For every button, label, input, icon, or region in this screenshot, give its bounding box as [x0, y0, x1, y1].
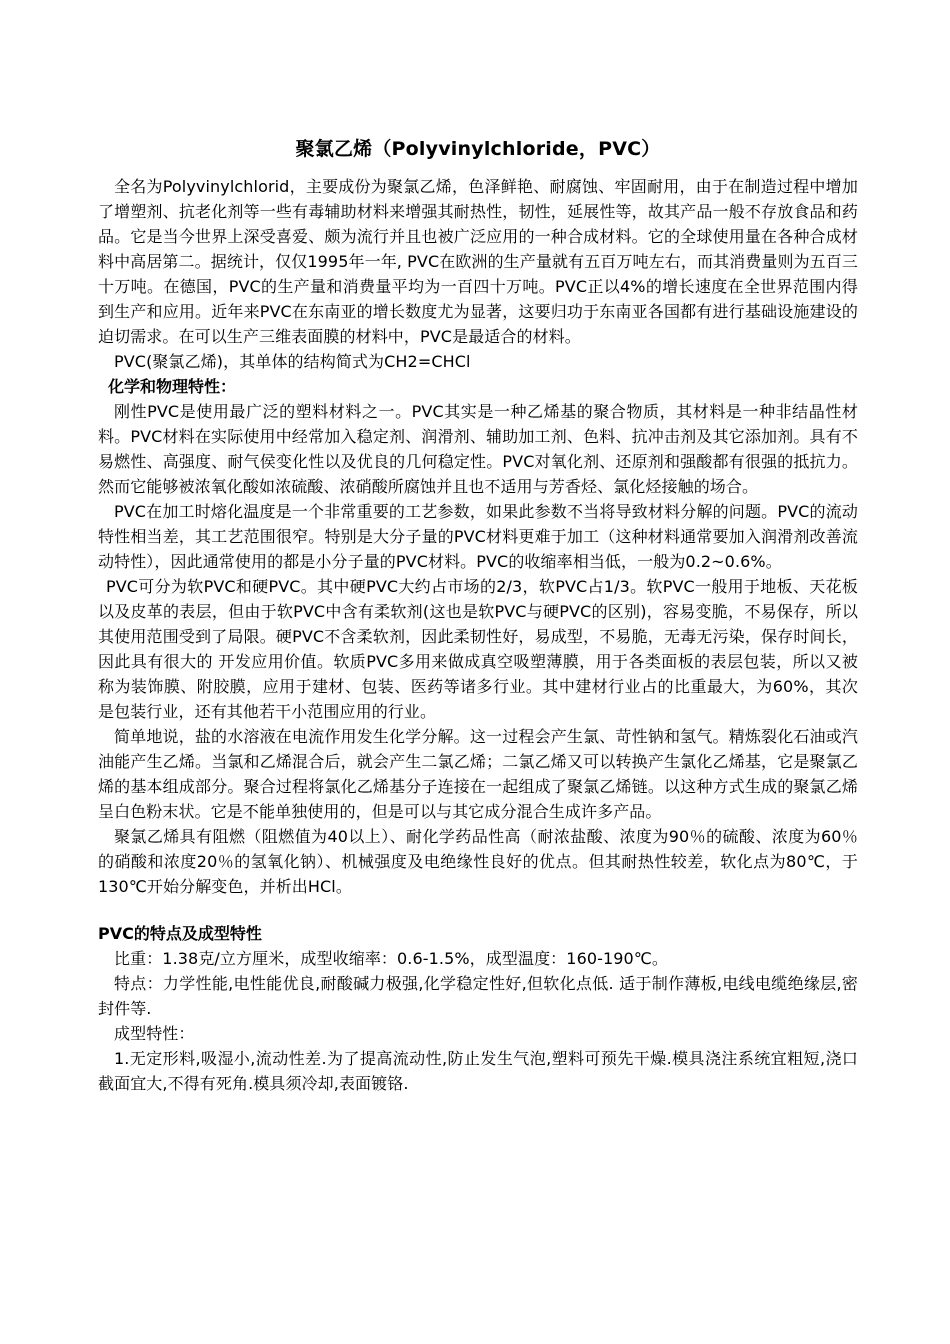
paragraph-specs: 比重：1.38克/立方厘米，成型收缩率：0.6-1.5%，成型温度：160-190℃。 [114, 949, 669, 968]
paragraph-processing: PVC在加工时熔化温度是一个非常重要的工艺参数，如果此参数不当将导致材料分解的问题。PVC的流动特性相当差，其工艺范围很窄。特别是大分子量的PVC材料更难于加工（这种材料通常要加入润滑剂改善流动特性），因此通常使用的都是小分子量的PVC材料。PVC的收缩率相当低，一般为0.2~0.6%。 [98, 502, 858, 571]
paragraph-formula: PVC(聚氯乙烯)，其单体的结构简式为CH2=CHCl [114, 352, 471, 371]
paragraph-soft-hard: PVC可分为软PVC和硬PVC。其中硬PVC大约占市场的2/3，软PVC占1/3。软PVC一般用于地板、天花板以及皮革的表层，但由于软PVC中含有柔软剂(这也是软PVC与硬PVC的区别)，容易变脆，不易保存，所以其使用范围受到了局限。硬PVC不含柔软剂，因此柔韧性好，易成型，不易脆，无毒无污染，保存时间长，因此具有很大的 开发应用价值。软质PVC多用来做成真空吸塑薄膜，用于各类面板的表层包装，所以又被称为装饰膜、附胶膜，应用于建材、包装、医药等诸多行业。其中建材行业占的比重最大，为60%，其次是包装行业，还有其他若干小范围应用的行业。 [98, 577, 858, 721]
paragraph-features: 特点：力学性能,电性能优良,耐酸碱力极强,化学稳定性好,但软化点低. 适于制作薄板,电线电缆绝缘层,密封件等. [98, 974, 858, 1018]
paragraph-rigid-pvc: 刚性PVC是使用最广泛的塑料材料之一。PVC其实是一种乙烯基的聚合物质，其材料是一种非结晶性材料。PVC材料在实际使用中经常加入稳定剂、润滑剂、辅助加工剂、色料、抗冲击剂及其它添加剂。具有不易燃性、高强度、耐气侯变化性以及优良的几何稳定性。PVC对氧化剂、还原剂和强酸都有很强的抵抗力。然而它能够被浓氧化酸如浓硫酸、浓硝酸所腐蚀并且也不适用与芳香烃、氯化烃接触的场合。 [98, 402, 858, 496]
paragraph-molding-label: 成型特性： [114, 1024, 195, 1043]
heading-chem-phys: 化学和物理特性： [108, 377, 237, 396]
document-title: 聚氯乙烯（Polyvinylchloride，PVC） [295, 138, 661, 160]
paragraph-molding-1: 1.无定形料,吸湿小,流动性差.为了提高流动性,防止发生气泡,塑料可预先干燥.模具浇注系统宜粗短,浇口截面宜大,不得有死角.模具须冷却,表面镀铬. [98, 1049, 858, 1093]
document-page [98, 136, 858, 1096]
paragraph-synthesis: 简单地说，盐的水溶液在电流作用发生化学分解。这一过程会产生氯、苛性钠和氢气。精炼裂化石油或汽油能产生乙烯。当氯和乙烯混合后，就会产生二氯乙烯；二氯乙烯又可以转换产生氯化乙烯基，它是聚氯乙烯的基本组成部分。聚合过程将氯化乙烯基分子连接在一起组成了聚氯乙烯链。以这种方式生成的聚氯乙烯呈白色粉末状。它是不能单独使用的，但是可以与其它成分混合生成许多产品。 [98, 727, 858, 821]
heading-pvc-features: PVC的特点及成型特性 [98, 924, 262, 943]
paragraph-intro: 全名为Polyvinylchlorid，主要成份为聚氯乙烯，色泽鲜艳、耐腐蚀、牢固耐用，由于在制造过程中增加了增塑剂、抗老化剂等一些有毒辅助材料来增强其耐热性，韧性，延展性等，故其产品一般不存放食品和药品。它是当今世界上深受喜爱、颇为流行并且也被广泛应用的一种合成材料。它的全球使用量在各种合成材料中高居第二。据统计，仅仅1995年一年, PVC在欧洲的生产量就有五百万吨左右，而其消费量则为五百三十万吨。在德国，PVC的生产量和消费量平均为一百四十万吨。PVC正以4%的增长速度在全世界范围内得到生产和应用。近年来PVC在东南亚的增长数度尤为显著，这要归功于东南亚各国都有进行基础设施建设的迫切需求。在可以生产三维表面膜的材料中，PVC是最适合的材料。 [98, 177, 858, 346]
paragraph-flame-retardant: 聚氯乙烯具有阻燃（阻燃值为40以上）、耐化学药品性高（耐浓盐酸、浓度为90％的硫酸、浓度为60％的硝酸和浓度20％的氢氧化钠）、机械强度及电绝缘性良好的优点。但其耐热性较差，软化点为80℃，于130℃开始分解变色，并析出HCl。 [98, 827, 858, 896]
section-gap [98, 899, 858, 921]
